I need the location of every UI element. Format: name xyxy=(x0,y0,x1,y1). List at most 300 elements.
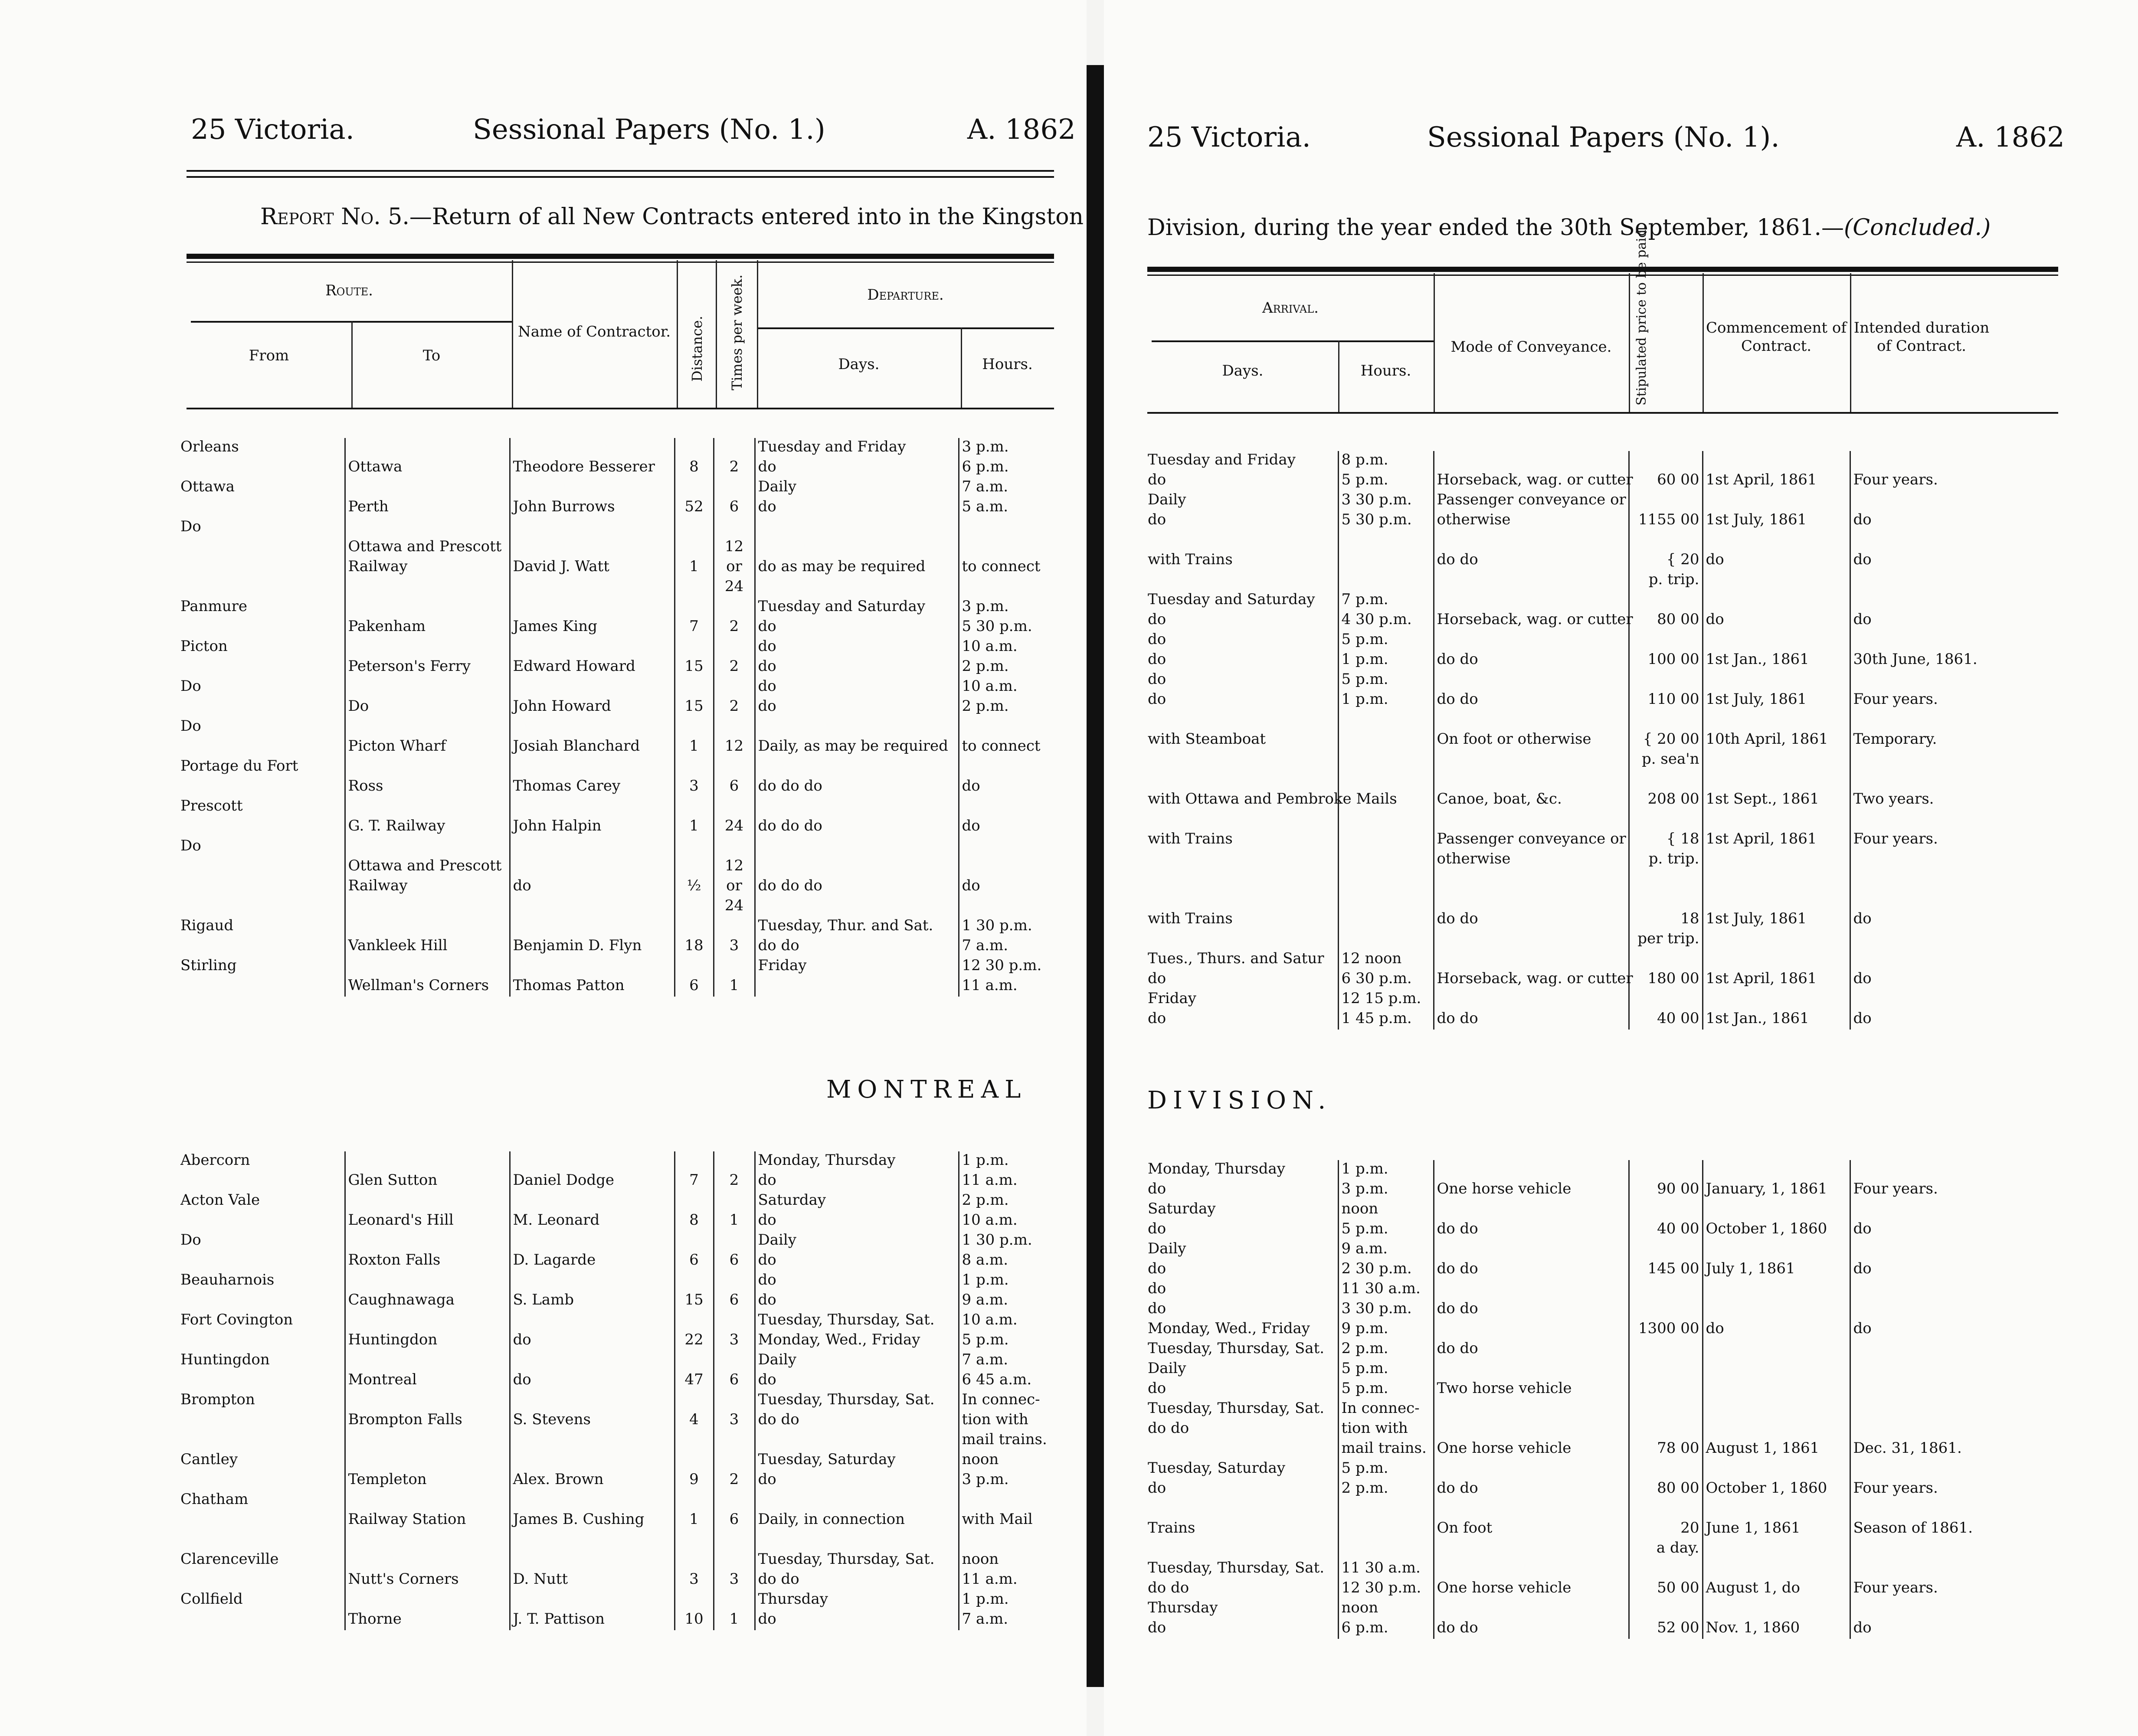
table-cell xyxy=(510,518,674,538)
table-cell: David J. Watt xyxy=(510,558,674,578)
table-cell xyxy=(1434,1320,1629,1340)
table-cell: 5 p.m. xyxy=(1338,1220,1434,1240)
table-row xyxy=(178,1151,1054,1171)
right-page xyxy=(1104,0,2138,1736)
table-cell: 18 xyxy=(1629,910,1703,930)
table-row xyxy=(178,1491,1054,1510)
table-cell: 1st Jan., 1861 xyxy=(1703,1010,1850,1030)
table-cell: do xyxy=(1850,1220,2058,1240)
table-cell: 9 xyxy=(674,1471,714,1491)
table-cell xyxy=(345,1231,510,1251)
table-cell xyxy=(959,578,1054,598)
col-days: Days. xyxy=(838,356,880,373)
table-cell: 9 p.m. xyxy=(1338,1320,1434,1340)
table-cell xyxy=(510,717,674,737)
table-cell: tion with xyxy=(1338,1419,1434,1439)
table-cell: Portage du Fort xyxy=(180,757,298,775)
table-cell xyxy=(674,1351,714,1371)
table-row xyxy=(1145,790,2058,810)
table-cell: 78 00 xyxy=(1629,1439,1703,1459)
table-cell xyxy=(1703,1300,1850,1320)
table-cell xyxy=(1434,631,1629,651)
table-cell: Do xyxy=(345,697,510,717)
table-cell xyxy=(1434,1459,1629,1479)
table-cell: 2 xyxy=(714,458,755,478)
table-cell xyxy=(1850,710,2058,730)
table-cell: 1 xyxy=(674,558,714,578)
table-cell xyxy=(178,937,345,957)
table-cell: 40 00 xyxy=(1629,1220,1703,1240)
table-cell: 12 xyxy=(714,538,755,558)
table-cell xyxy=(1145,1439,1338,1459)
table-cell xyxy=(1850,1559,2058,1579)
table-cell xyxy=(1338,1499,1434,1519)
table-cell xyxy=(1703,1399,1850,1419)
table-cell: 20 xyxy=(1629,1519,1703,1539)
table-cell: do do xyxy=(755,1570,959,1590)
table-row xyxy=(1145,1180,2058,1200)
table-cell xyxy=(755,1431,959,1451)
table-cell: 12 noon xyxy=(1338,950,1434,970)
table-cell: J. T. Pattison xyxy=(510,1610,674,1630)
table-cell xyxy=(1703,491,1850,511)
table-cell xyxy=(510,1231,674,1251)
table-cell: to connect xyxy=(959,737,1054,757)
table-cell: do xyxy=(755,1171,959,1191)
table-cell: do xyxy=(755,618,959,638)
table-cell xyxy=(1703,850,1850,870)
table-row xyxy=(1145,1539,2058,1559)
table-cell: do do xyxy=(755,1411,959,1431)
table-row xyxy=(178,538,1054,558)
table-cell: with Trains xyxy=(1148,551,1233,568)
table-cell xyxy=(674,857,714,877)
table-cell: Tuesday, Thur. and Sat. xyxy=(755,917,959,937)
table-cell: 12 30 p.m. xyxy=(1338,1579,1434,1599)
table-cell: Daily xyxy=(755,1351,959,1371)
table-cell: 11 30 a.m. xyxy=(1338,1559,1434,1579)
hdr-vline-4 xyxy=(1703,273,1704,412)
table-cell xyxy=(1629,1419,1703,1439)
table-cell xyxy=(1338,531,1434,551)
table-row xyxy=(1145,950,2058,970)
table-cell xyxy=(1629,770,1703,790)
table-cell xyxy=(1850,1380,2058,1399)
table-cell: Montreal xyxy=(345,1371,510,1391)
table-cell xyxy=(1338,830,1434,850)
table-cell xyxy=(755,757,959,777)
table-cell: 4 xyxy=(674,1411,714,1431)
table-row xyxy=(1145,910,2058,930)
table-cell: Daily, as may be required xyxy=(755,737,959,757)
col-duration: Intended duration of Contract. xyxy=(1853,319,1990,355)
table-cell: Tuesday and Friday xyxy=(1148,451,1296,468)
table-row xyxy=(178,1471,1054,1491)
table-cell xyxy=(1338,571,1434,591)
table-cell: do xyxy=(1850,1619,2058,1639)
table-cell xyxy=(1703,890,1850,910)
table-cell xyxy=(1629,451,1703,471)
col-contractor: Name of Contractor. xyxy=(517,323,671,340)
table-cell: 3 xyxy=(714,1331,755,1351)
table-row xyxy=(1145,1360,2058,1380)
table-cell: 9 a.m. xyxy=(959,1291,1054,1311)
table-row xyxy=(1145,1010,2058,1030)
table-cell xyxy=(674,717,714,737)
table-cell xyxy=(1703,870,1850,890)
table-cell xyxy=(714,438,755,458)
table-row xyxy=(178,438,1054,458)
table-cell: Nutt's Corners xyxy=(345,1570,510,1590)
table-row xyxy=(1145,690,2058,710)
table-row xyxy=(1145,850,2058,870)
table-cell: Daily xyxy=(1148,491,1186,508)
table-cell xyxy=(674,1530,714,1550)
table-cell: Acton Vale xyxy=(180,1191,260,1209)
table-cell xyxy=(1629,1200,1703,1220)
table-cell xyxy=(178,1411,345,1431)
table-row xyxy=(1145,810,2058,830)
table-cell xyxy=(1629,1360,1703,1380)
table-cell: do xyxy=(1148,1619,1166,1636)
table-cell xyxy=(674,897,714,917)
table-cell: do xyxy=(755,697,959,717)
table-cell: Peterson's Ferry xyxy=(345,657,510,677)
table-row xyxy=(178,977,1054,997)
table-cell: 2 xyxy=(714,1171,755,1191)
table-cell xyxy=(345,1271,510,1291)
table-cell: otherwise xyxy=(1434,850,1629,870)
table-cell: a day. xyxy=(1629,1539,1703,1559)
table-cell: 110 00 xyxy=(1629,690,1703,710)
table-cell: 24 xyxy=(714,817,755,837)
table-row xyxy=(178,478,1054,498)
table-row xyxy=(1145,970,2058,990)
table-row xyxy=(178,1431,1054,1451)
table-cell: On foot or otherwise xyxy=(1434,730,1629,750)
table-cell: 1 p.m. xyxy=(1338,651,1434,670)
table-cell xyxy=(714,1191,755,1211)
table-cell: Tuesday, Saturday xyxy=(755,1451,959,1471)
table-cell: mail trains. xyxy=(1338,1439,1434,1459)
table-cell: Railway xyxy=(345,558,510,578)
table-row xyxy=(1145,990,2058,1010)
col-from: From xyxy=(249,347,289,364)
table-cell: 100 00 xyxy=(1629,651,1703,670)
table-cell: 2 xyxy=(714,657,755,677)
table-cell xyxy=(1850,1300,2058,1320)
table-cell: 6 xyxy=(714,498,755,518)
table-cell: Ottawa xyxy=(180,478,235,495)
table-cell: 1300 00 xyxy=(1629,1320,1703,1340)
table-row xyxy=(178,1191,1054,1211)
table-cell: 3 xyxy=(674,1570,714,1590)
table-cell: 7 a.m. xyxy=(959,937,1054,957)
table-row xyxy=(1145,551,2058,571)
table-row xyxy=(1145,1419,2058,1439)
table-row xyxy=(1145,1260,2058,1280)
book-spine xyxy=(1087,65,1104,1687)
col-to: To xyxy=(422,347,441,364)
table-cell: Tuesday and Friday xyxy=(755,438,959,458)
table-cell xyxy=(178,877,345,897)
table-cell xyxy=(755,1491,959,1510)
table-cell xyxy=(178,1251,345,1271)
table-row xyxy=(178,1391,1054,1411)
table-cell xyxy=(1338,810,1434,830)
table-top-rule xyxy=(1147,267,2058,276)
table-cell xyxy=(1850,890,2058,910)
table-cell xyxy=(178,1331,345,1351)
table-cell: do xyxy=(1148,1479,1166,1497)
table-cell: Huntingdon xyxy=(345,1331,510,1351)
col-distance: Distance. xyxy=(689,316,705,382)
hdr-vline-5 xyxy=(1850,273,1851,412)
table-cell xyxy=(345,1530,510,1550)
table-cell xyxy=(1434,1499,1629,1519)
table-cell: 6 xyxy=(714,1251,755,1271)
table-row xyxy=(1145,1200,2058,1220)
table-cell: Tuesday, Thursday, Sat. xyxy=(1148,1399,1325,1417)
table-cell xyxy=(755,1530,959,1550)
table-cell: 6 p.m. xyxy=(1338,1619,1434,1639)
table-cell xyxy=(714,1151,755,1171)
table-cell: Monday, Wed., Friday xyxy=(755,1331,959,1351)
table-cell xyxy=(714,1391,755,1411)
col-departure: Departure. xyxy=(867,286,944,304)
table-cell xyxy=(1629,1499,1703,1519)
table-cell xyxy=(178,857,345,877)
table-cell xyxy=(510,797,674,817)
table-cell: 80 00 xyxy=(1629,611,1703,631)
table-cell: do xyxy=(755,498,959,518)
table-cell xyxy=(674,1311,714,1331)
col-arrival: Arrival. xyxy=(1262,299,1319,317)
table-cell xyxy=(1338,770,1434,790)
table-cell: S. Stevens xyxy=(510,1411,674,1431)
table-row xyxy=(178,1331,1054,1351)
table-cell xyxy=(1338,930,1434,950)
table-cell xyxy=(674,757,714,777)
table-cell: 145 00 xyxy=(1629,1260,1703,1280)
table-cell: 1st April, 1861 xyxy=(1703,471,1850,491)
hdr-vline-5 xyxy=(757,260,758,408)
table-cell: do xyxy=(755,1251,959,1271)
col-times: Times per week. xyxy=(729,274,745,390)
table-cell: 1 p.m. xyxy=(959,1590,1054,1610)
table-cell: Picton xyxy=(180,638,228,655)
table-cell xyxy=(1850,990,2058,1010)
table-cell: 5 a.m. xyxy=(959,498,1054,518)
table-cell: 7 a.m. xyxy=(959,478,1054,498)
table-cell: do xyxy=(1148,631,1166,648)
table-cell xyxy=(1703,1559,1850,1579)
table-cell xyxy=(1145,770,1338,790)
table-cell: Collfield xyxy=(180,1590,243,1608)
table-cell xyxy=(178,657,345,677)
table-cell xyxy=(674,1590,714,1610)
table-row xyxy=(1145,1220,2058,1240)
table-cell: do xyxy=(1850,1320,2058,1340)
table-cell: do do xyxy=(1434,1220,1629,1240)
table-cell: 2 xyxy=(714,618,755,638)
table-row xyxy=(1145,870,2058,890)
table-cell xyxy=(1703,1160,1850,1180)
table-cell: mail trains. xyxy=(959,1431,1054,1451)
table-cell: { 18 xyxy=(1629,830,1703,850)
table-cell xyxy=(674,1231,714,1251)
table-cell: Brompton xyxy=(180,1391,255,1408)
table-cell xyxy=(1703,1499,1850,1519)
table-cell: Roxton Falls xyxy=(345,1251,510,1271)
table-cell xyxy=(1434,1200,1629,1220)
table-cell: 15 xyxy=(674,697,714,717)
table-cell: January, 1, 1861 xyxy=(1703,1180,1850,1200)
table-row xyxy=(1145,511,2058,531)
table-cell xyxy=(345,638,510,657)
table-cell xyxy=(959,797,1054,817)
table-cell: tion with xyxy=(959,1411,1054,1431)
table-cell xyxy=(1145,571,1338,591)
table-cell: Vankleek Hill xyxy=(345,937,510,957)
table-cell xyxy=(345,1191,510,1211)
table-cell xyxy=(510,1431,674,1451)
table-cell xyxy=(1434,1399,1629,1419)
hdr-vline-3 xyxy=(1629,273,1630,412)
hdr-vline-1 xyxy=(1338,340,1339,412)
table-cell: do xyxy=(1148,1010,1166,1027)
table-cell: August 1, 1861 xyxy=(1703,1439,1850,1459)
table-cell xyxy=(1629,990,1703,1010)
table-cell: 3 xyxy=(714,937,755,957)
table-cell xyxy=(1703,1419,1850,1439)
table-cell: 6 45 a.m. xyxy=(959,1371,1054,1391)
table-row xyxy=(178,1171,1054,1191)
table-cell xyxy=(674,538,714,558)
table-cell: Monday, Thursday xyxy=(755,1151,959,1171)
table-row xyxy=(178,618,1054,638)
table-cell: do xyxy=(755,677,959,697)
table-cell xyxy=(674,1431,714,1451)
table-cell: 1 xyxy=(714,1610,755,1630)
table-cell: do do xyxy=(1148,1579,1189,1596)
table-cell xyxy=(674,518,714,538)
table-cell: 2 30 p.m. xyxy=(1338,1260,1434,1280)
table-cell xyxy=(178,578,345,598)
table-cell xyxy=(345,1431,510,1451)
table-cell xyxy=(510,837,674,857)
table-cell xyxy=(674,957,714,977)
table-cell xyxy=(1850,1499,2058,1519)
table-cell xyxy=(178,458,345,478)
table-cell: Benjamin D. Flyn xyxy=(510,937,674,957)
table-row xyxy=(1145,1459,2058,1479)
table-cell xyxy=(345,478,510,498)
table-row xyxy=(1145,1340,2058,1360)
table-cell xyxy=(510,757,674,777)
table-cell xyxy=(674,478,714,498)
table-cell: 1 xyxy=(714,1211,755,1231)
table-row xyxy=(178,1291,1054,1311)
table-cell xyxy=(1434,870,1629,890)
table-cell: Tuesday, Thursday, Sat. xyxy=(755,1391,959,1411)
table-row xyxy=(178,697,1054,717)
table-cell xyxy=(178,1530,345,1550)
table-cell xyxy=(178,1431,345,1451)
table-cell xyxy=(674,917,714,937)
table-cell: June 1, 1861 xyxy=(1703,1519,1850,1539)
table-cell: Panmure xyxy=(180,598,248,615)
table-cell: 12 xyxy=(714,737,755,757)
table-cell xyxy=(1850,930,2058,950)
table-cell: Tuesday and Saturday xyxy=(1148,591,1315,608)
table-row xyxy=(178,1530,1054,1550)
col-days: Days. xyxy=(1222,362,1264,379)
table-cell: do xyxy=(959,877,1054,897)
table-cell xyxy=(510,857,674,877)
table-cell xyxy=(1434,1160,1629,1180)
table-cell xyxy=(714,1271,755,1291)
table-row xyxy=(178,717,1054,737)
table-cell xyxy=(674,638,714,657)
table-row xyxy=(178,1510,1054,1530)
table-row xyxy=(1145,531,2058,551)
table-cell: Orleans xyxy=(180,438,239,455)
table-cell: Monday, Thursday xyxy=(1148,1160,1285,1177)
table-cell: do xyxy=(755,657,959,677)
table-row xyxy=(178,1610,1054,1630)
table-cell xyxy=(1850,571,2058,591)
table-cell: Four years. xyxy=(1850,471,2058,491)
table-cell xyxy=(510,1271,674,1291)
table-cell xyxy=(714,1590,755,1610)
table-cell: 11 a.m. xyxy=(959,977,1054,997)
division-title: DIVISION. xyxy=(1147,1086,1332,1115)
table-cell: 2 xyxy=(714,697,755,717)
hdr-vline-1 xyxy=(351,321,353,408)
table-cell xyxy=(1703,990,1850,1010)
table-cell: per trip. xyxy=(1629,930,1703,950)
kingston-departure-table xyxy=(178,438,1054,997)
table-cell xyxy=(345,1151,510,1171)
header-left: 25 Victoria. xyxy=(1147,121,1311,154)
table-cell xyxy=(714,717,755,737)
table-cell: Tuesday, Saturday xyxy=(1148,1459,1286,1477)
table-cell: 1st April, 1861 xyxy=(1703,830,1850,850)
table-cell xyxy=(1629,1559,1703,1579)
table-cell: 3 p.m. xyxy=(959,438,1054,458)
table-row xyxy=(1145,710,2058,730)
col-hours: Hours. xyxy=(982,356,1033,373)
table-cell xyxy=(755,837,959,857)
table-cell: 52 xyxy=(674,498,714,518)
table-cell xyxy=(1145,870,1338,890)
table-cell xyxy=(1434,950,1629,970)
table-cell: Daily xyxy=(755,478,959,498)
table-row xyxy=(178,1371,1054,1391)
table-cell xyxy=(1629,491,1703,511)
table-cell xyxy=(1703,631,1850,651)
table-cell: 5 30 p.m. xyxy=(959,618,1054,638)
table-cell xyxy=(1703,1340,1850,1360)
table-row xyxy=(1145,591,2058,611)
table-cell xyxy=(1850,1200,2058,1220)
table-cell xyxy=(1850,770,2058,790)
table-cell: do xyxy=(1850,551,2058,571)
table-cell xyxy=(345,1451,510,1471)
hdr-vline-2 xyxy=(512,260,513,408)
table-cell xyxy=(1629,890,1703,910)
